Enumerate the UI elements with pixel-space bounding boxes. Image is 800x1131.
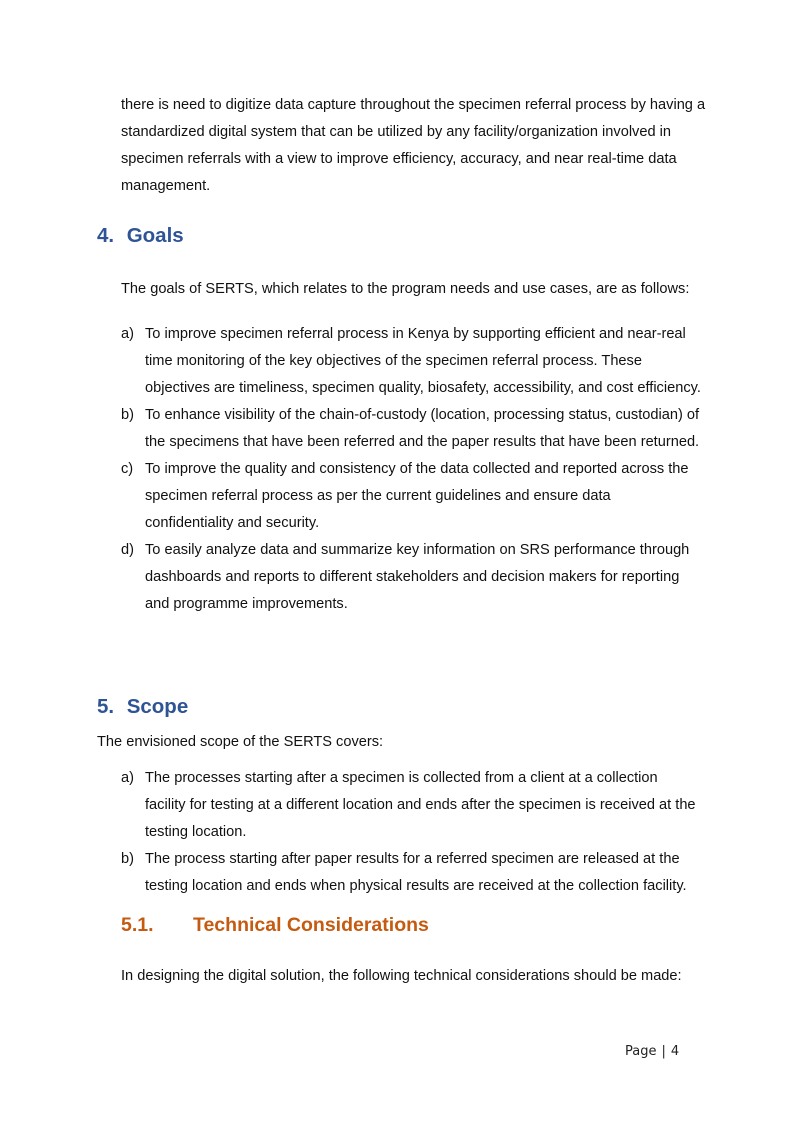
list-item-text: The process starting after paper results for a referred specimen are released at the testing location and ends when physical results are received at the collection facility. [145, 851, 687, 894]
list-item-text: The processes starting after a specimen is collected from a client at a collection facility for testing at a different location and ends after the specimen is received at the testing location. [145, 770, 696, 840]
scope-intro-paragraph: The envisioned scope of the SERTS covers: [97, 734, 384, 750]
list-marker: b) [121, 407, 134, 423]
list-item-text: To easily analyze data and summarize key information on SRS performance through dashboards and reports to different stakeholders and decision makers for reporting and programme improvements. [145, 542, 690, 612]
technical-intro-paragraph: In designing the digital solution, the following technical considerations should be made: [121, 968, 682, 984]
technical-considerations-heading [121, 914, 429, 937]
intro-paragraph: there is need to digitize data capture throughout the specimen referral process by having a standardized digital system that can be utilized by any facility/organization involved in specimen referrals with a view to improve efficiency, accuracy, and near real-time data management. [121, 97, 706, 194]
goals-heading-title: Goals [126, 224, 184, 247]
list-item [121, 846, 701, 900]
list-item [121, 537, 701, 618]
page-separator: | [661, 1044, 666, 1059]
list-item [121, 321, 701, 402]
scope-list [121, 765, 701, 900]
list-marker: b) [121, 851, 134, 867]
list-marker: c) [121, 461, 134, 477]
goals-intro-paragraph: The goals of SERTS, which relates to the program needs and use cases, are as follows: [121, 281, 690, 297]
list-item [121, 456, 701, 537]
goals-list [121, 321, 701, 618]
scope-heading-number: 5. [97, 695, 115, 718]
technical-heading-number: 5.1. [121, 914, 154, 936]
list-item-text: To improve the quality and consistency of the data collected and reported across the specimen referral process as per the current guidelines and ensure data confidentiality and security. [145, 461, 689, 531]
list-item-text: To enhance visibility of the chain-of-custody (location, processing status, custodian) of the specimens that have been referred and the paper results that have been returned. [145, 407, 700, 450]
scope-heading [97, 695, 188, 719]
technical-heading-title: Technical Considerations [193, 914, 429, 936]
page-label: Page [625, 1044, 657, 1059]
page-footer [625, 1044, 679, 1059]
goals-heading [97, 224, 184, 248]
scope-heading-title: Scope [126, 695, 189, 718]
list-item-text: To improve specimen referral process in Kenya by supporting efficient and near-real time monitoring of the key objectives of the specimen referral process. These objectives are timeliness, specimen quality, biosafety, accessibility, and cost efficiency. [145, 326, 701, 396]
list-marker: a) [121, 770, 134, 786]
list-item [121, 402, 701, 456]
list-marker: a) [121, 326, 134, 342]
goals-heading-number: 4. [97, 224, 115, 247]
page-number: 4 [670, 1044, 680, 1059]
list-item [121, 765, 701, 846]
list-marker: d) [121, 542, 134, 558]
